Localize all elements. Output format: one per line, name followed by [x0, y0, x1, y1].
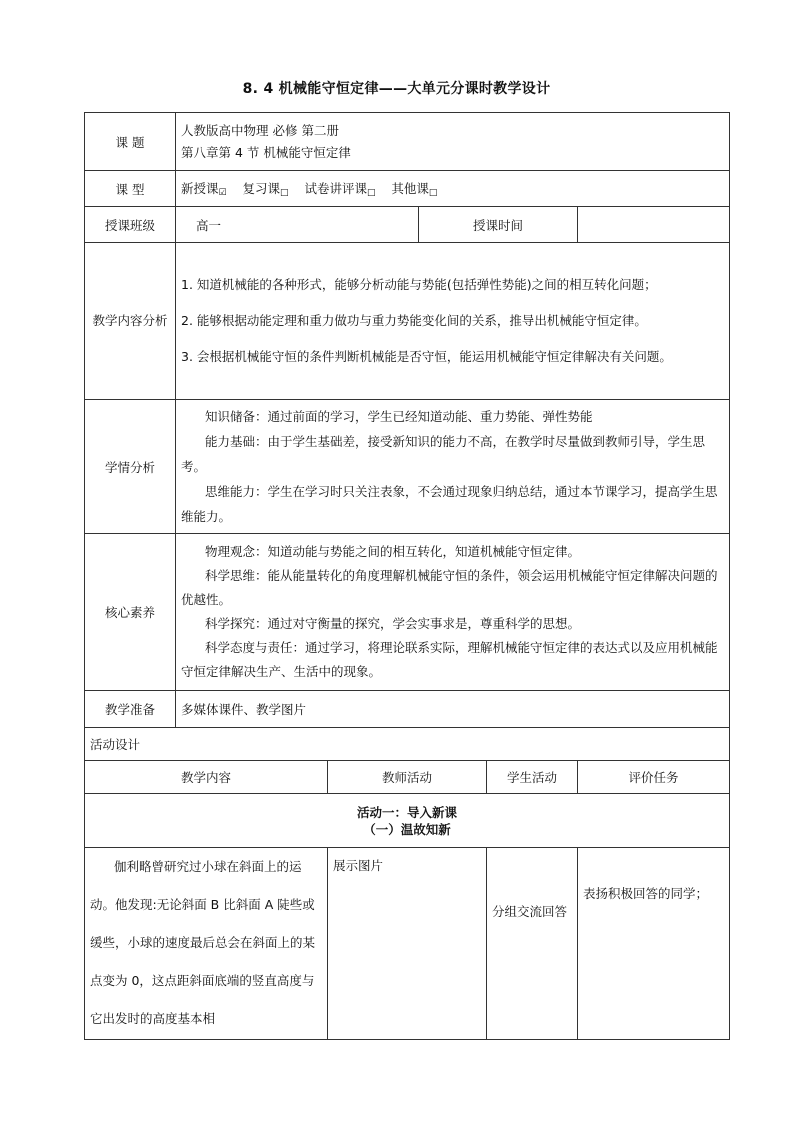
content-row [85, 243, 730, 400]
class-row [85, 207, 730, 243]
students-line: 知识储备：通过前面的学习，学生已经知道动能、重力势能、弹性势能 [205, 409, 593, 424]
checkbox-icon: □ [280, 188, 289, 198]
activity-design-label: 活动设计 [85, 728, 730, 761]
column-header: 学生活动 [487, 761, 578, 794]
topic-line: 第八章第 4 节 机械能守恒定律 [181, 144, 351, 160]
column-header: 教师活动 [328, 761, 487, 794]
literacy-line: 科学态度与责任：通过学习，将理论联系实际，理解机械能守恒定律的表达式以及应用机械能守恒定律解决生产、生活中的现象。 [181, 640, 718, 679]
topic-row [85, 113, 730, 171]
topic-line: 人教版高中物理 必修 第二册 [181, 122, 339, 138]
students-value [176, 400, 730, 534]
students-line: 思维能力：学生在学习时只关注表象，不会通过现象归纳总结，通过本节课学习，提高学生思维能力。 [181, 484, 718, 524]
prep-row [85, 691, 730, 728]
row-student: 分组交流回答 [487, 848, 578, 1040]
row-content [85, 848, 328, 1040]
row-eval: 表扬积极回答的同学； [578, 848, 730, 1040]
checkbox-icon: □ [428, 188, 438, 198]
option-exam-review: 试卷讲评课□ [304, 181, 376, 198]
literacy-row [85, 534, 730, 691]
option-review: 复习课□ [242, 181, 289, 198]
literacy-line: 科学思维：能从能量转化的角度理解机械能守恒的条件，领会运用机械能守恒定律解决问题的优越性。 [181, 568, 718, 607]
row-teacher: 展示图片 [328, 848, 487, 1040]
checkbox-checked-icon: ☑ [218, 188, 227, 198]
prep-value: 多媒体课件、教学图片 [176, 691, 730, 728]
activity-subtitle: （一）温故知新 [363, 821, 451, 837]
activity-title-cell [85, 794, 730, 848]
type-row [85, 171, 730, 207]
literacy-line: 物理观念：知道动能与势能之间的相互转化，知道机械能守恒定律。 [205, 544, 581, 559]
activity-title-row [85, 794, 730, 848]
class-label: 授课班级 [85, 207, 176, 243]
column-header: 评价任务 [578, 761, 730, 794]
table-row [85, 848, 730, 1040]
content-value [176, 243, 730, 400]
literacy-label: 核心素养 [85, 534, 176, 691]
page-title: 8. 4 机械能守恒定律——大单元分课时教学设计 [242, 81, 551, 97]
content-line: 1. 知道机械能的各种形式，能够分析动能与势能(包括弹性势能)之间的相互转化问题； [181, 277, 657, 292]
column-header: 教学内容 [85, 761, 328, 794]
time-label: 授课时间 [419, 207, 578, 243]
topic-value [176, 113, 730, 171]
type-options [176, 171, 730, 207]
students-label: 学情分析 [85, 400, 176, 534]
type-label: 课 型 [85, 171, 176, 207]
literacy-line: 科学探究：通过对守衡量的探究，学会实事求是，尊重科学的思想。 [205, 616, 581, 631]
activity-design-row [85, 728, 730, 761]
content-label: 教学内容分析 [85, 243, 176, 400]
content-line: 2. 能够根据动能定理和重力做功与重力势能变化间的关系，推导出机械能守恒定律。 [181, 313, 647, 328]
topic-label: 课 题 [85, 113, 176, 171]
row-content-text: 伽利略曾研究过小球在斜面上的运动。他发现:无论斜面 B 比斜面 A 陡些或缓些，小球的速度最后总会在斜面上的某点变为 0，这点距斜面底端的竖直高度与它出发时的高度基本相 [90, 859, 316, 1026]
lesson-plan-table [84, 112, 730, 1040]
option-other: 其他课□ [391, 181, 438, 198]
content-line: 3. 会根据机械能守恒的条件判断机械能是否守恒，能运用机械能守恒定律解决有关问题。 [181, 349, 672, 364]
checkbox-icon: □ [366, 188, 376, 198]
students-row [85, 400, 730, 534]
literacy-value [176, 534, 730, 691]
prep-label: 教学准备 [85, 691, 176, 728]
class-value: 高一 [176, 207, 419, 243]
column-header-row [85, 761, 730, 794]
option-new: 新授课☑ [181, 181, 227, 198]
time-value [578, 207, 730, 243]
activity-title: 活动一：导入新课 [357, 804, 458, 820]
students-line: 能力基础：由于学生基础差，接受新知识的能力不高，在教学时尽量做到教师引导，学生思考。 [181, 434, 706, 474]
